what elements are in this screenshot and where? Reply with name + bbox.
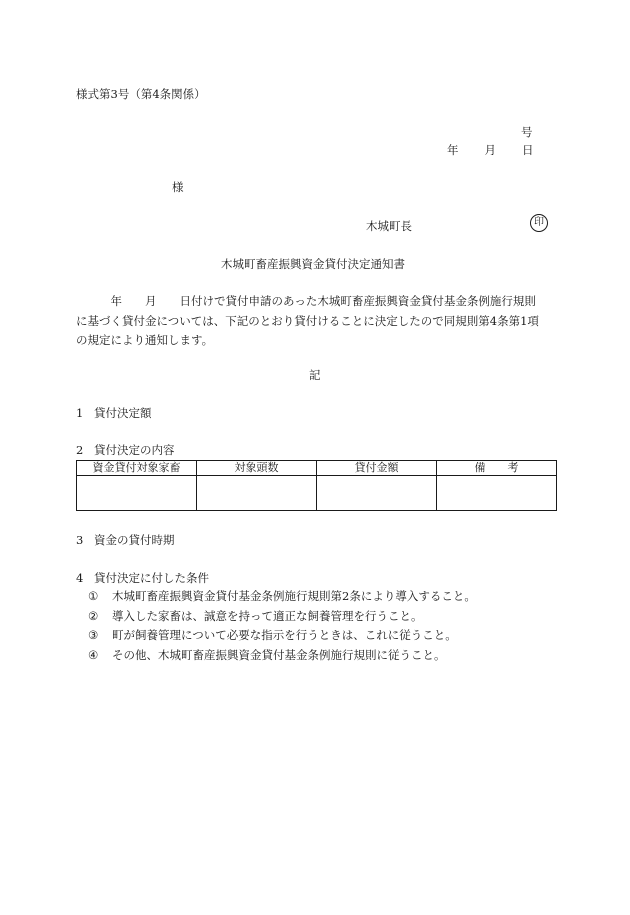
date-line (447, 142, 534, 158)
section-2-heading (76, 442, 175, 458)
section-3-number: 3 (76, 533, 84, 547)
list-item (88, 587, 476, 607)
list-item (88, 626, 476, 646)
table-cell-loan-amount[interactable] (317, 476, 437, 511)
section-4-label: 貸付決定に付した条件 (94, 571, 209, 585)
table-header-remarks: 備 考 (437, 461, 557, 476)
document-number-label: 号 (521, 125, 533, 139)
table-row (77, 476, 557, 511)
section-1-label: 貸付決定額 (94, 406, 152, 420)
table-header-livestock: 資金貸付対象家畜 (77, 461, 197, 476)
condition-2-mark: ② (88, 608, 99, 623)
table-header-head-count: 対象頭数 (197, 461, 317, 476)
addressee-suffix: 様 (172, 180, 184, 194)
conditions-list (88, 587, 476, 665)
section-3-heading (76, 532, 175, 548)
condition-4-text: その他、木城町畜産振興資金貸付基金条例施行規則に従うこと。 (112, 647, 446, 662)
section-4-heading (76, 570, 209, 586)
body-paragraph (76, 292, 560, 351)
condition-3-text: 町が飼養管理について必要な指示を行うときは、これに従うこと。 (112, 628, 457, 642)
body-line-3: の規定により通知します。 (76, 333, 214, 347)
table-header-row (77, 461, 557, 476)
list-item (88, 646, 476, 666)
condition-2-text: 導入した家畜は、誠意を持って適正な飼養管理を行うこと。 (112, 608, 423, 623)
ki-marker: 記 (309, 368, 321, 382)
date-month-label: 月 (484, 143, 496, 157)
body-line-1: 年 月 日付けで貸付申請のあった木城町畜産振興資金貸付基金条例施行規則 (76, 294, 536, 308)
condition-4-mark: ④ (88, 647, 99, 662)
form-label: 様式第3号（第4条関係） (76, 87, 206, 101)
table-cell-livestock[interactable] (77, 476, 197, 511)
date-day-label: 日 (522, 143, 534, 157)
section-1-number: 1 (76, 406, 84, 420)
date-year-label: 年 (447, 143, 459, 157)
table-header-loan-amount: 貸付金額 (317, 461, 437, 476)
section-4-number: 4 (76, 571, 84, 585)
condition-1-mark: ① (88, 589, 99, 603)
section-1-heading (76, 405, 152, 421)
body-line-2: に基づく貸付金については、下記のとおり貸付けることに決定したので同規則第4条第1項 (76, 313, 539, 328)
condition-1-text: 木城町畜産振興資金貸付基金条例施行規則第2条により導入すること。 (112, 589, 476, 603)
sender-name: 木城町長 (366, 219, 412, 233)
condition-3-mark: ③ (88, 628, 99, 642)
document-title: 木城町畜産振興資金貸付決定通知書 (221, 257, 405, 271)
seal-mark: 印 (530, 214, 548, 232)
section-3-label: 資金の貸付時期 (94, 533, 175, 547)
list-item (88, 607, 476, 627)
section-2-number: 2 (76, 443, 84, 457)
table-cell-head-count[interactable] (197, 476, 317, 511)
table-cell-remarks[interactable] (437, 476, 557, 511)
section-2-label: 貸付決定の内容 (94, 443, 175, 457)
loan-content-table (76, 460, 557, 511)
